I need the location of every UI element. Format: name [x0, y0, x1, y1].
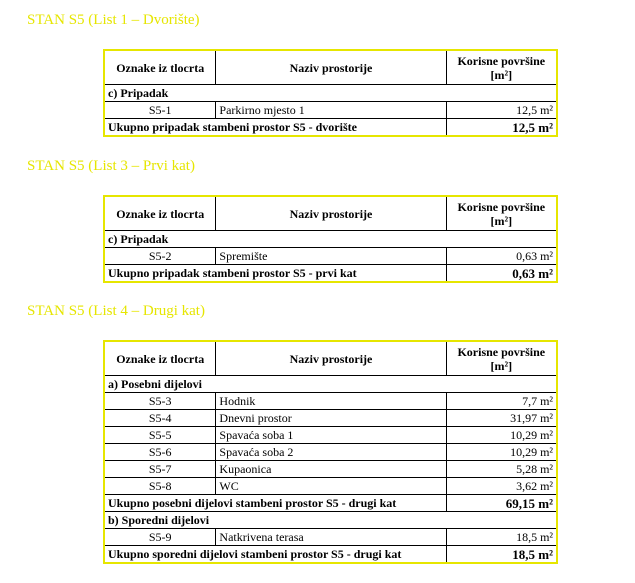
table-header-row — [104, 196, 557, 231]
table-row — [104, 529, 557, 546]
total-value: 69,15 m² — [446, 495, 557, 512]
header-name: Naziv prostorije — [216, 196, 446, 231]
room-code: S5-7 — [104, 461, 216, 478]
header-area: Korisne površine [m²] — [446, 50, 557, 85]
room-code: S5-4 — [104, 410, 216, 427]
table-header-row — [104, 341, 557, 376]
room-area: 31,97 m² — [446, 410, 557, 427]
table-row — [104, 478, 557, 495]
room-code: S5-6 — [104, 444, 216, 461]
section-title-list-1: STAN S5 (List 1 – Dvorište) — [27, 12, 200, 28]
table-row — [104, 248, 557, 265]
total-row-sporedni — [104, 546, 557, 564]
header-name: Naziv prostorije — [216, 341, 446, 376]
group-row — [104, 231, 557, 248]
total-label: Ukupno sporedni dijelovi stambeni prostor S5 - drugi kat — [104, 546, 446, 564]
room-name: Parkirno mjesto 1 — [216, 102, 446, 119]
section-title-list-4: STAN S5 (List 4 – Drugi kat) — [27, 303, 205, 319]
group-label: c) Pripadak — [104, 85, 557, 102]
table-row — [104, 444, 557, 461]
room-area: 0,63 m² — [446, 248, 557, 265]
group-label: c) Pripadak — [104, 231, 557, 248]
room-table-list-4 — [103, 340, 558, 564]
room-area: 10,29 m² — [446, 427, 557, 444]
group-row-sporedni — [104, 512, 557, 529]
header-name: Naziv prostorije — [216, 50, 446, 85]
header-code: Oznake iz tlocrta — [104, 196, 216, 231]
total-value: 12,5 m² — [446, 119, 557, 137]
room-area: 18,5 m² — [446, 529, 557, 546]
total-row-posebni — [104, 495, 557, 512]
group-row — [104, 85, 557, 102]
total-label: Ukupno pripadak stambeni prostor S5 - prvi kat — [104, 265, 446, 283]
table-row — [104, 393, 557, 410]
header-code: Oznake iz tlocrta — [104, 341, 216, 376]
total-value: 18,5 m² — [446, 546, 557, 564]
room-name: Spremište — [216, 248, 446, 265]
header-area: Korisne površine [m²] — [446, 196, 557, 231]
room-name: Spavaća soba 1 — [216, 427, 446, 444]
room-name: Kupaonica — [216, 461, 446, 478]
table-row — [104, 427, 557, 444]
total-label: Ukupno pripadak stambeni prostor S5 - dvorište — [104, 119, 446, 137]
room-code: S5-3 — [104, 393, 216, 410]
total-label: Ukupno posebni dijelovi stambeni prostor S5 - drugi kat — [104, 495, 446, 512]
room-name: WC — [216, 478, 446, 495]
room-code: S5-9 — [104, 529, 216, 546]
room-name: Hodnik — [216, 393, 446, 410]
total-value: 0,63 m² — [446, 265, 557, 283]
room-area: 10,29 m² — [446, 444, 557, 461]
table-row — [104, 102, 557, 119]
room-name: Dnevni prostor — [216, 410, 446, 427]
total-row — [104, 119, 557, 137]
section-title-list-3: STAN S5 (List 3 – Prvi kat) — [27, 158, 195, 174]
room-area: 12,5 m² — [446, 102, 557, 119]
header-code: Oznake iz tlocrta — [104, 50, 216, 85]
room-code: S5-5 — [104, 427, 216, 444]
room-table-list-3 — [103, 195, 558, 283]
group-row-posebni — [104, 376, 557, 393]
table-row — [104, 461, 557, 478]
room-area: 5,28 m² — [446, 461, 557, 478]
total-row — [104, 265, 557, 283]
room-name: Natkrivena terasa — [216, 529, 446, 546]
table-row — [104, 410, 557, 427]
room-table-list-1 — [103, 49, 558, 137]
room-code: S5-2 — [104, 248, 216, 265]
group-label: a) Posebni dijelovi — [104, 376, 557, 393]
room-code: S5-8 — [104, 478, 216, 495]
group-label: b) Sporedni dijelovi — [104, 512, 557, 529]
header-area: Korisne površine [m²] — [446, 341, 557, 376]
room-code: S5-1 — [104, 102, 216, 119]
room-area: 3,62 m² — [446, 478, 557, 495]
table-header-row — [104, 50, 557, 85]
room-name: Spavaća soba 2 — [216, 444, 446, 461]
room-area: 7,7 m² — [446, 393, 557, 410]
